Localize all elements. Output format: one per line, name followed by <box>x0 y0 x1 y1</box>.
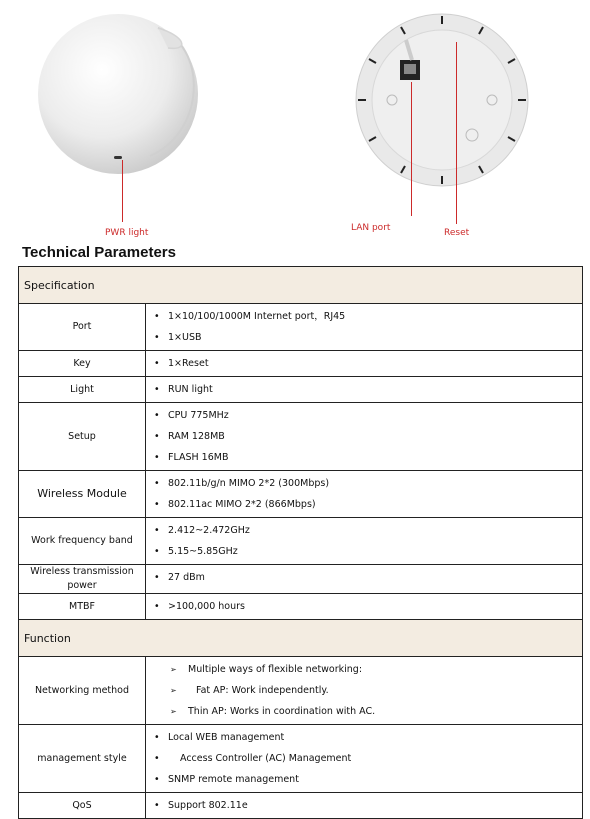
value-text: RAM 128MB <box>168 431 225 442</box>
value-text: Access Controller (AC) Management <box>180 753 352 764</box>
reset-label: Reset <box>444 228 470 238</box>
device-back-photo <box>352 10 532 190</box>
row-label: Light <box>19 377 146 403</box>
row-label: Work frequency band <box>19 518 146 565</box>
row-values <box>146 471 583 518</box>
value-text: 5.15~5.85GHz <box>168 546 238 557</box>
pwr-light-label: PWR light <box>105 228 149 238</box>
row-values <box>146 351 583 377</box>
bullet-icon: • <box>154 572 160 583</box>
row-label: MTBF <box>19 594 146 620</box>
value-line <box>154 795 582 816</box>
table-row <box>19 403 583 471</box>
page-title: Technical Parameters <box>22 244 176 261</box>
bullet-icon: • <box>154 410 160 421</box>
value-line <box>154 353 582 374</box>
value-line <box>154 541 582 562</box>
row-values <box>146 793 583 819</box>
value-line <box>154 727 582 748</box>
value-line <box>154 748 582 769</box>
section-row <box>19 267 583 304</box>
value-line <box>154 405 582 426</box>
section-function: Function <box>19 620 583 657</box>
pwr-callout-line <box>122 160 123 222</box>
table-row <box>19 565 583 594</box>
value-line <box>154 327 582 348</box>
value-line <box>154 426 582 447</box>
bullet-icon: • <box>154 546 160 557</box>
bullet-icon: • <box>154 431 160 442</box>
bullet-icon: • <box>154 478 160 489</box>
row-label: Networking method <box>19 657 146 725</box>
lan-port-label: LAN port <box>351 223 391 233</box>
value-text: 802.11ac MIMO 2*2 (866Mbps) <box>168 499 316 510</box>
bullet-icon: • <box>154 311 160 322</box>
value-text: 1×10/100/1000M Internet port，RJ45 <box>168 311 346 322</box>
lan-callout-line <box>411 82 412 216</box>
row-values <box>146 657 583 725</box>
arrow-bullet-icon: ➢ <box>170 686 177 695</box>
row-label: Setup <box>19 403 146 471</box>
value-text: Local WEB management <box>168 732 285 743</box>
row-values <box>146 725 583 793</box>
parameters-table <box>18 266 583 819</box>
row-label: management style <box>19 725 146 793</box>
value-line <box>154 596 582 617</box>
row-values <box>146 518 583 565</box>
bullet-icon: • <box>154 753 160 764</box>
value-text: >100,000 hours <box>168 601 245 612</box>
device-front-photo <box>30 6 220 196</box>
value-line <box>154 680 582 701</box>
row-label: Port <box>19 304 146 351</box>
row-label: Key <box>19 351 146 377</box>
value-text: FLASH 16MB <box>168 452 229 463</box>
table-row <box>19 377 583 403</box>
pwr-led-icon <box>114 156 122 159</box>
bullet-icon: • <box>154 774 160 785</box>
value-line <box>154 520 582 541</box>
bullet-icon: • <box>154 732 160 743</box>
value-text: 802.11b/g/n MIMO 2*2 (300Mbps) <box>168 478 330 489</box>
section-specification: Specification <box>19 267 583 304</box>
value-text: 1×USB <box>168 332 202 343</box>
arrow-bullet-icon: ➢ <box>170 707 177 716</box>
table-row <box>19 518 583 565</box>
row-label: Wireless Module <box>19 471 146 518</box>
value-text: RUN light <box>168 384 213 395</box>
row-values <box>146 403 583 471</box>
bullet-icon: • <box>154 384 160 395</box>
value-text: Multiple ways of flexible networking: <box>188 664 363 675</box>
bullet-icon: • <box>154 358 160 369</box>
value-line <box>154 659 582 680</box>
bullet-icon: • <box>154 525 160 536</box>
row-values <box>146 565 583 594</box>
value-text: SNMP remote management <box>168 774 299 785</box>
bullet-icon: • <box>154 499 160 510</box>
table-row <box>19 471 583 518</box>
row-values <box>146 304 583 351</box>
value-text: Support 802.11e <box>168 800 248 811</box>
value-text: Thin AP: Works in coordination with AC. <box>188 706 376 717</box>
value-text: 27 dBm <box>168 572 205 583</box>
value-line <box>154 379 582 400</box>
bullet-icon: • <box>154 601 160 612</box>
table-row <box>19 725 583 793</box>
value-line <box>154 473 582 494</box>
value-text: CPU 775MHz <box>168 410 229 421</box>
table-row <box>19 657 583 725</box>
row-label: QoS <box>19 793 146 819</box>
table-row <box>19 793 583 819</box>
value-text: 2.412~2.472GHz <box>168 525 250 536</box>
section-row <box>19 620 583 657</box>
value-line <box>154 494 582 515</box>
value-line <box>154 567 582 588</box>
bullet-icon: • <box>154 452 160 463</box>
row-values <box>146 377 583 403</box>
value-line <box>154 701 582 722</box>
value-text: Fat AP: Work independently. <box>196 685 329 696</box>
row-label: Wireless transmission power <box>19 565 146 594</box>
value-line <box>154 306 582 327</box>
arrow-bullet-icon: ➢ <box>170 665 177 674</box>
row-values <box>146 594 583 620</box>
value-line <box>154 769 582 790</box>
value-line <box>154 447 582 468</box>
bullet-icon: • <box>154 800 160 811</box>
table-row <box>19 351 583 377</box>
bullet-icon: • <box>154 332 160 343</box>
table-row <box>19 304 583 351</box>
value-text: 1×Reset <box>168 358 209 369</box>
table-row <box>19 594 583 620</box>
reset-callout-line <box>456 42 457 224</box>
